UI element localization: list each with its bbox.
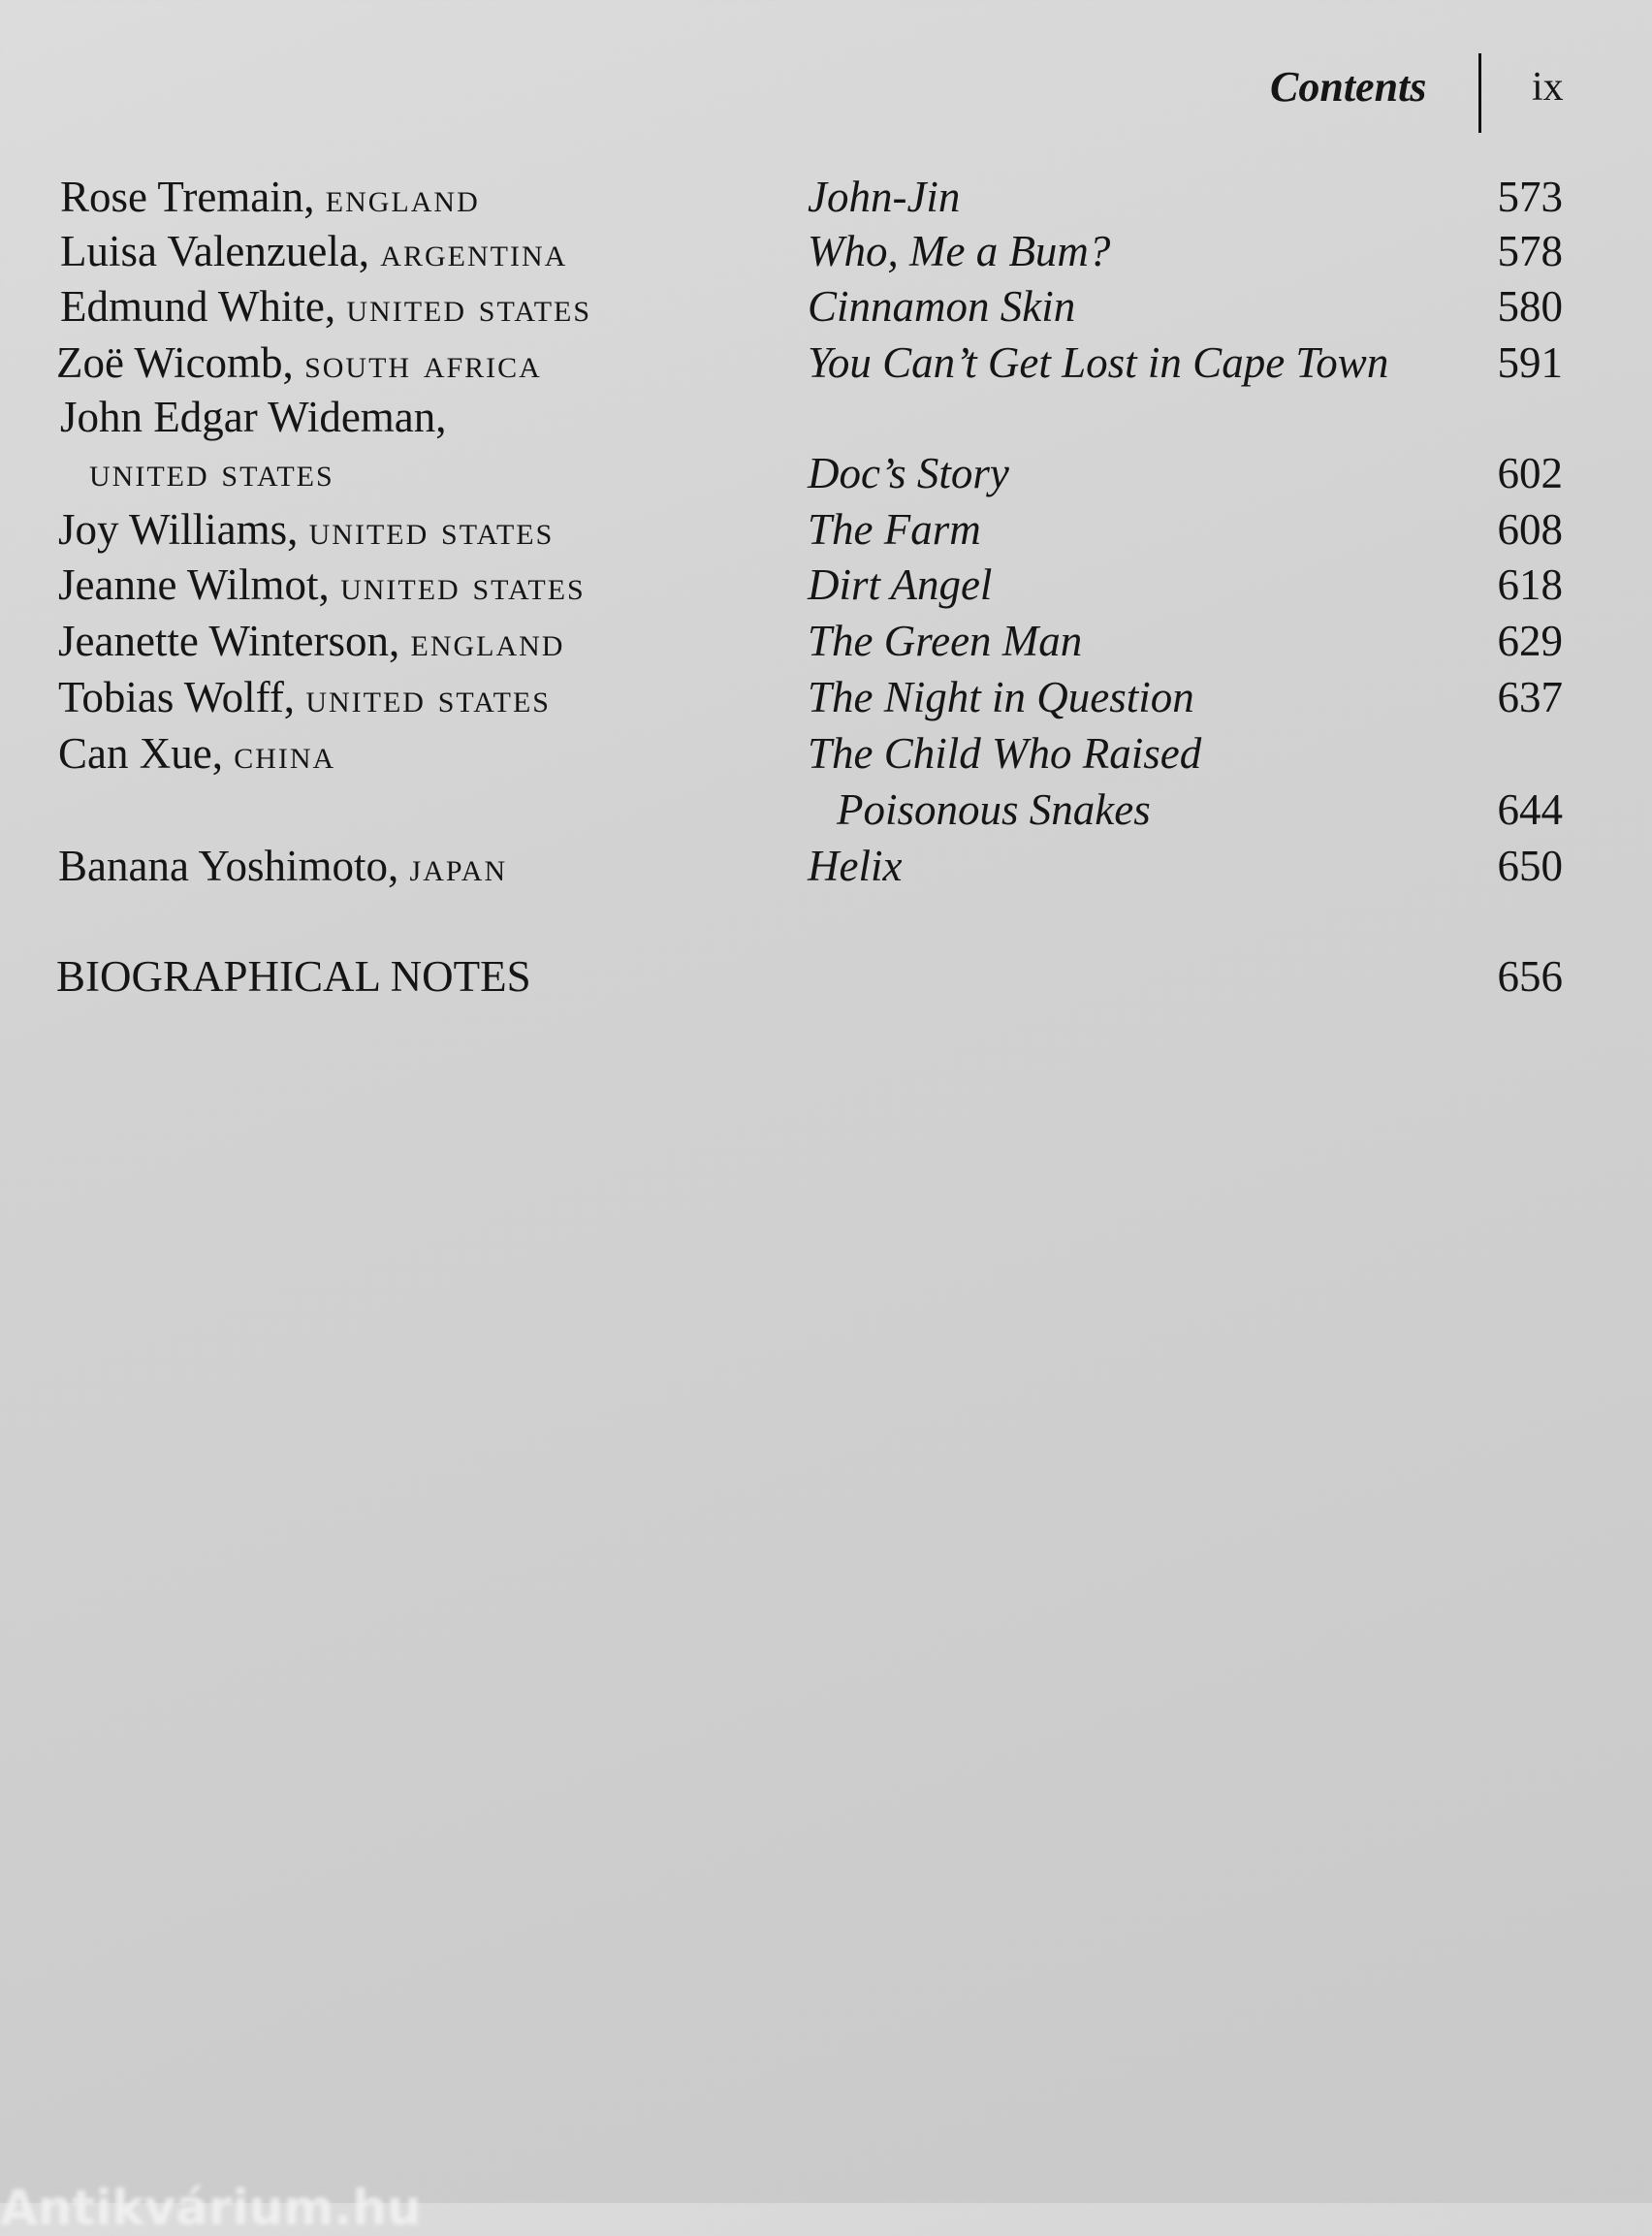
story-page: 602 — [1497, 449, 1563, 497]
story-page: 650 — [1497, 842, 1563, 890]
story-title: The Green Man — [808, 617, 1083, 665]
country: japan — [409, 845, 508, 890]
country: united states — [89, 450, 334, 495]
story-page: 644 — [1497, 785, 1563, 834]
toc-entry — [0, 390, 1652, 444]
toc-entry — [0, 335, 1652, 390]
toc-entry — [0, 670, 1652, 724]
story-title-continued: Poisonous Snakes — [837, 785, 1151, 834]
author: Can Xue, — [58, 729, 223, 778]
section-page: 656 — [1497, 952, 1563, 1001]
story-title: Who, Me a Bum? — [808, 227, 1111, 275]
author: Zoë Wicomb, — [56, 338, 294, 387]
story-page: 591 — [1497, 338, 1563, 387]
story-title: Dirt Angel — [808, 560, 993, 609]
story-page: 618 — [1497, 560, 1563, 609]
story-title: John-Jin — [808, 173, 961, 221]
story-title: The Child Who Raised — [808, 729, 1202, 778]
country: england — [325, 176, 480, 221]
toc-entry — [0, 170, 1652, 224]
running-header-title: Contents — [1270, 63, 1427, 111]
toc-entry — [0, 726, 1652, 781]
country: england — [410, 620, 565, 665]
header-divider — [1478, 53, 1481, 133]
story-title: You Can’t Get Lost in Cape Town — [808, 338, 1389, 387]
story-title: The Farm — [808, 505, 981, 554]
toc-entry — [0, 279, 1652, 334]
author: Tobias Wolff, — [58, 673, 296, 721]
page-number: ix — [1532, 65, 1564, 110]
toc-entry-biographical-notes — [0, 949, 1652, 1004]
toc-entry-cont — [0, 783, 1652, 837]
story-page: 629 — [1497, 617, 1563, 665]
author: Rose Tremain, — [60, 173, 315, 221]
toc-entry — [0, 558, 1652, 612]
story-page: 573 — [1497, 173, 1563, 221]
country: united states — [340, 563, 586, 609]
toc-entry — [0, 224, 1652, 278]
watermark: Antikvárium.hu — [0, 2180, 422, 2236]
toc-entry — [0, 839, 1652, 893]
country: argentina — [380, 230, 568, 275]
story-title: Helix — [808, 842, 903, 890]
country: south africa — [304, 341, 542, 387]
story-page: 608 — [1497, 505, 1563, 554]
story-page: 578 — [1497, 227, 1563, 275]
author: Joy Williams, — [58, 505, 299, 554]
story-title: The Night in Question — [808, 673, 1194, 721]
author: Luisa Valenzuela, — [60, 227, 370, 275]
story-page: 580 — [1497, 282, 1563, 331]
story-page: 637 — [1497, 673, 1563, 721]
toc-entry — [0, 502, 1652, 557]
author: Jeanne Wilmot, — [58, 560, 330, 609]
toc-entry — [0, 614, 1652, 668]
country: united states — [308, 508, 555, 554]
toc-entry-cont — [0, 446, 1652, 500]
country: united states — [346, 285, 592, 331]
country: china — [234, 732, 336, 778]
country: united states — [305, 676, 551, 721]
author: Banana Yoshimoto, — [58, 842, 399, 890]
story-title: Cinnamon Skin — [808, 282, 1076, 331]
author: Edmund White, — [60, 282, 336, 331]
story-title: Doc’s Story — [808, 449, 1009, 497]
author: Jeanette Winterson, — [58, 617, 400, 665]
section-label: BIOGRAPHICAL NOTES — [56, 952, 531, 1001]
author: John Edgar Wideman, — [60, 393, 447, 441]
